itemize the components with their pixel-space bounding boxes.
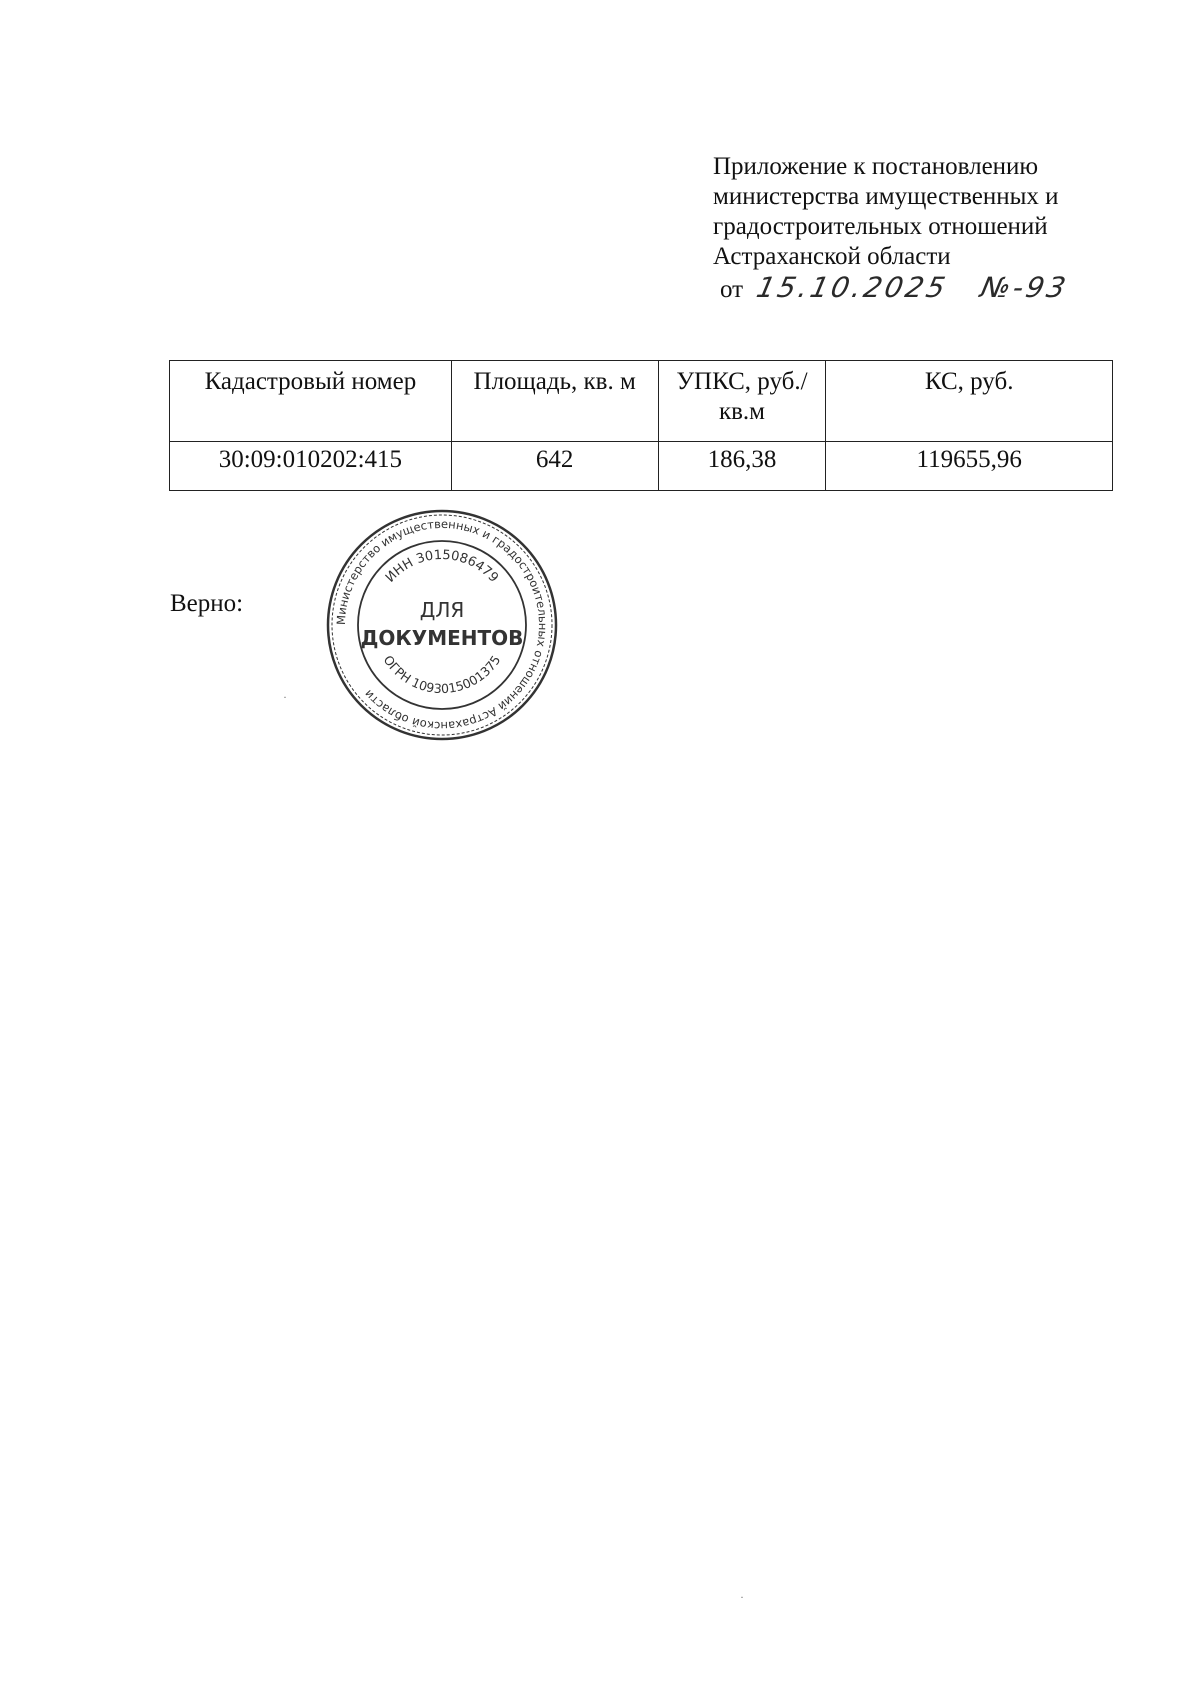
table-row — [170, 442, 1113, 491]
scan-speck: · — [283, 690, 287, 704]
column-header-upks: УПКС, руб./кв.м — [658, 361, 826, 442]
stamp-outer-text: Министерство имущественных и градостроительных отношений Астраханской области — [333, 516, 551, 734]
stamp-inn: ИНН 3015086479 — [382, 547, 502, 586]
date-line — [713, 273, 1153, 305]
cell-area: 642 — [451, 442, 658, 491]
official-stamp — [322, 505, 562, 745]
cell-cadastral-number: 30:09:010202:415 — [170, 442, 452, 491]
column-header-cadastral-number: Кадастровый номер — [170, 361, 452, 442]
cell-ks: 119655,96 — [826, 442, 1113, 491]
header-line-3: градостроительных отношений — [713, 213, 1048, 240]
column-header-ks: КС, руб. — [826, 361, 1113, 442]
date-prefix: от — [720, 276, 744, 303]
column-header-area: Площадь, кв. м — [451, 361, 658, 442]
header-line-4: Астраханской области — [713, 243, 951, 270]
scan-speck: · — [740, 1590, 744, 1604]
table-header-row — [170, 361, 1113, 442]
stamp-center-line1: ДЛЯ — [419, 598, 465, 622]
cadastral-table — [169, 360, 1113, 491]
stamp-ogrn: ОГРН 1093015001375 — [380, 652, 504, 697]
header-line-1: Приложение к постановлению — [713, 153, 1039, 180]
stamp-outer-circle-2 — [332, 515, 552, 735]
document-header — [713, 152, 1153, 305]
cell-upks: 186,38 — [658, 442, 826, 491]
handwritten-date: 15.10.2025 — [753, 271, 952, 304]
header-line-2: министерства имущественных и — [713, 183, 1059, 210]
stamp-outer-circle — [328, 511, 556, 739]
stamp-center-line2: ДОКУМЕНТОВ — [360, 626, 524, 650]
verno-label: Верно: — [170, 590, 244, 617]
handwritten-number: №-93 — [978, 271, 1072, 304]
